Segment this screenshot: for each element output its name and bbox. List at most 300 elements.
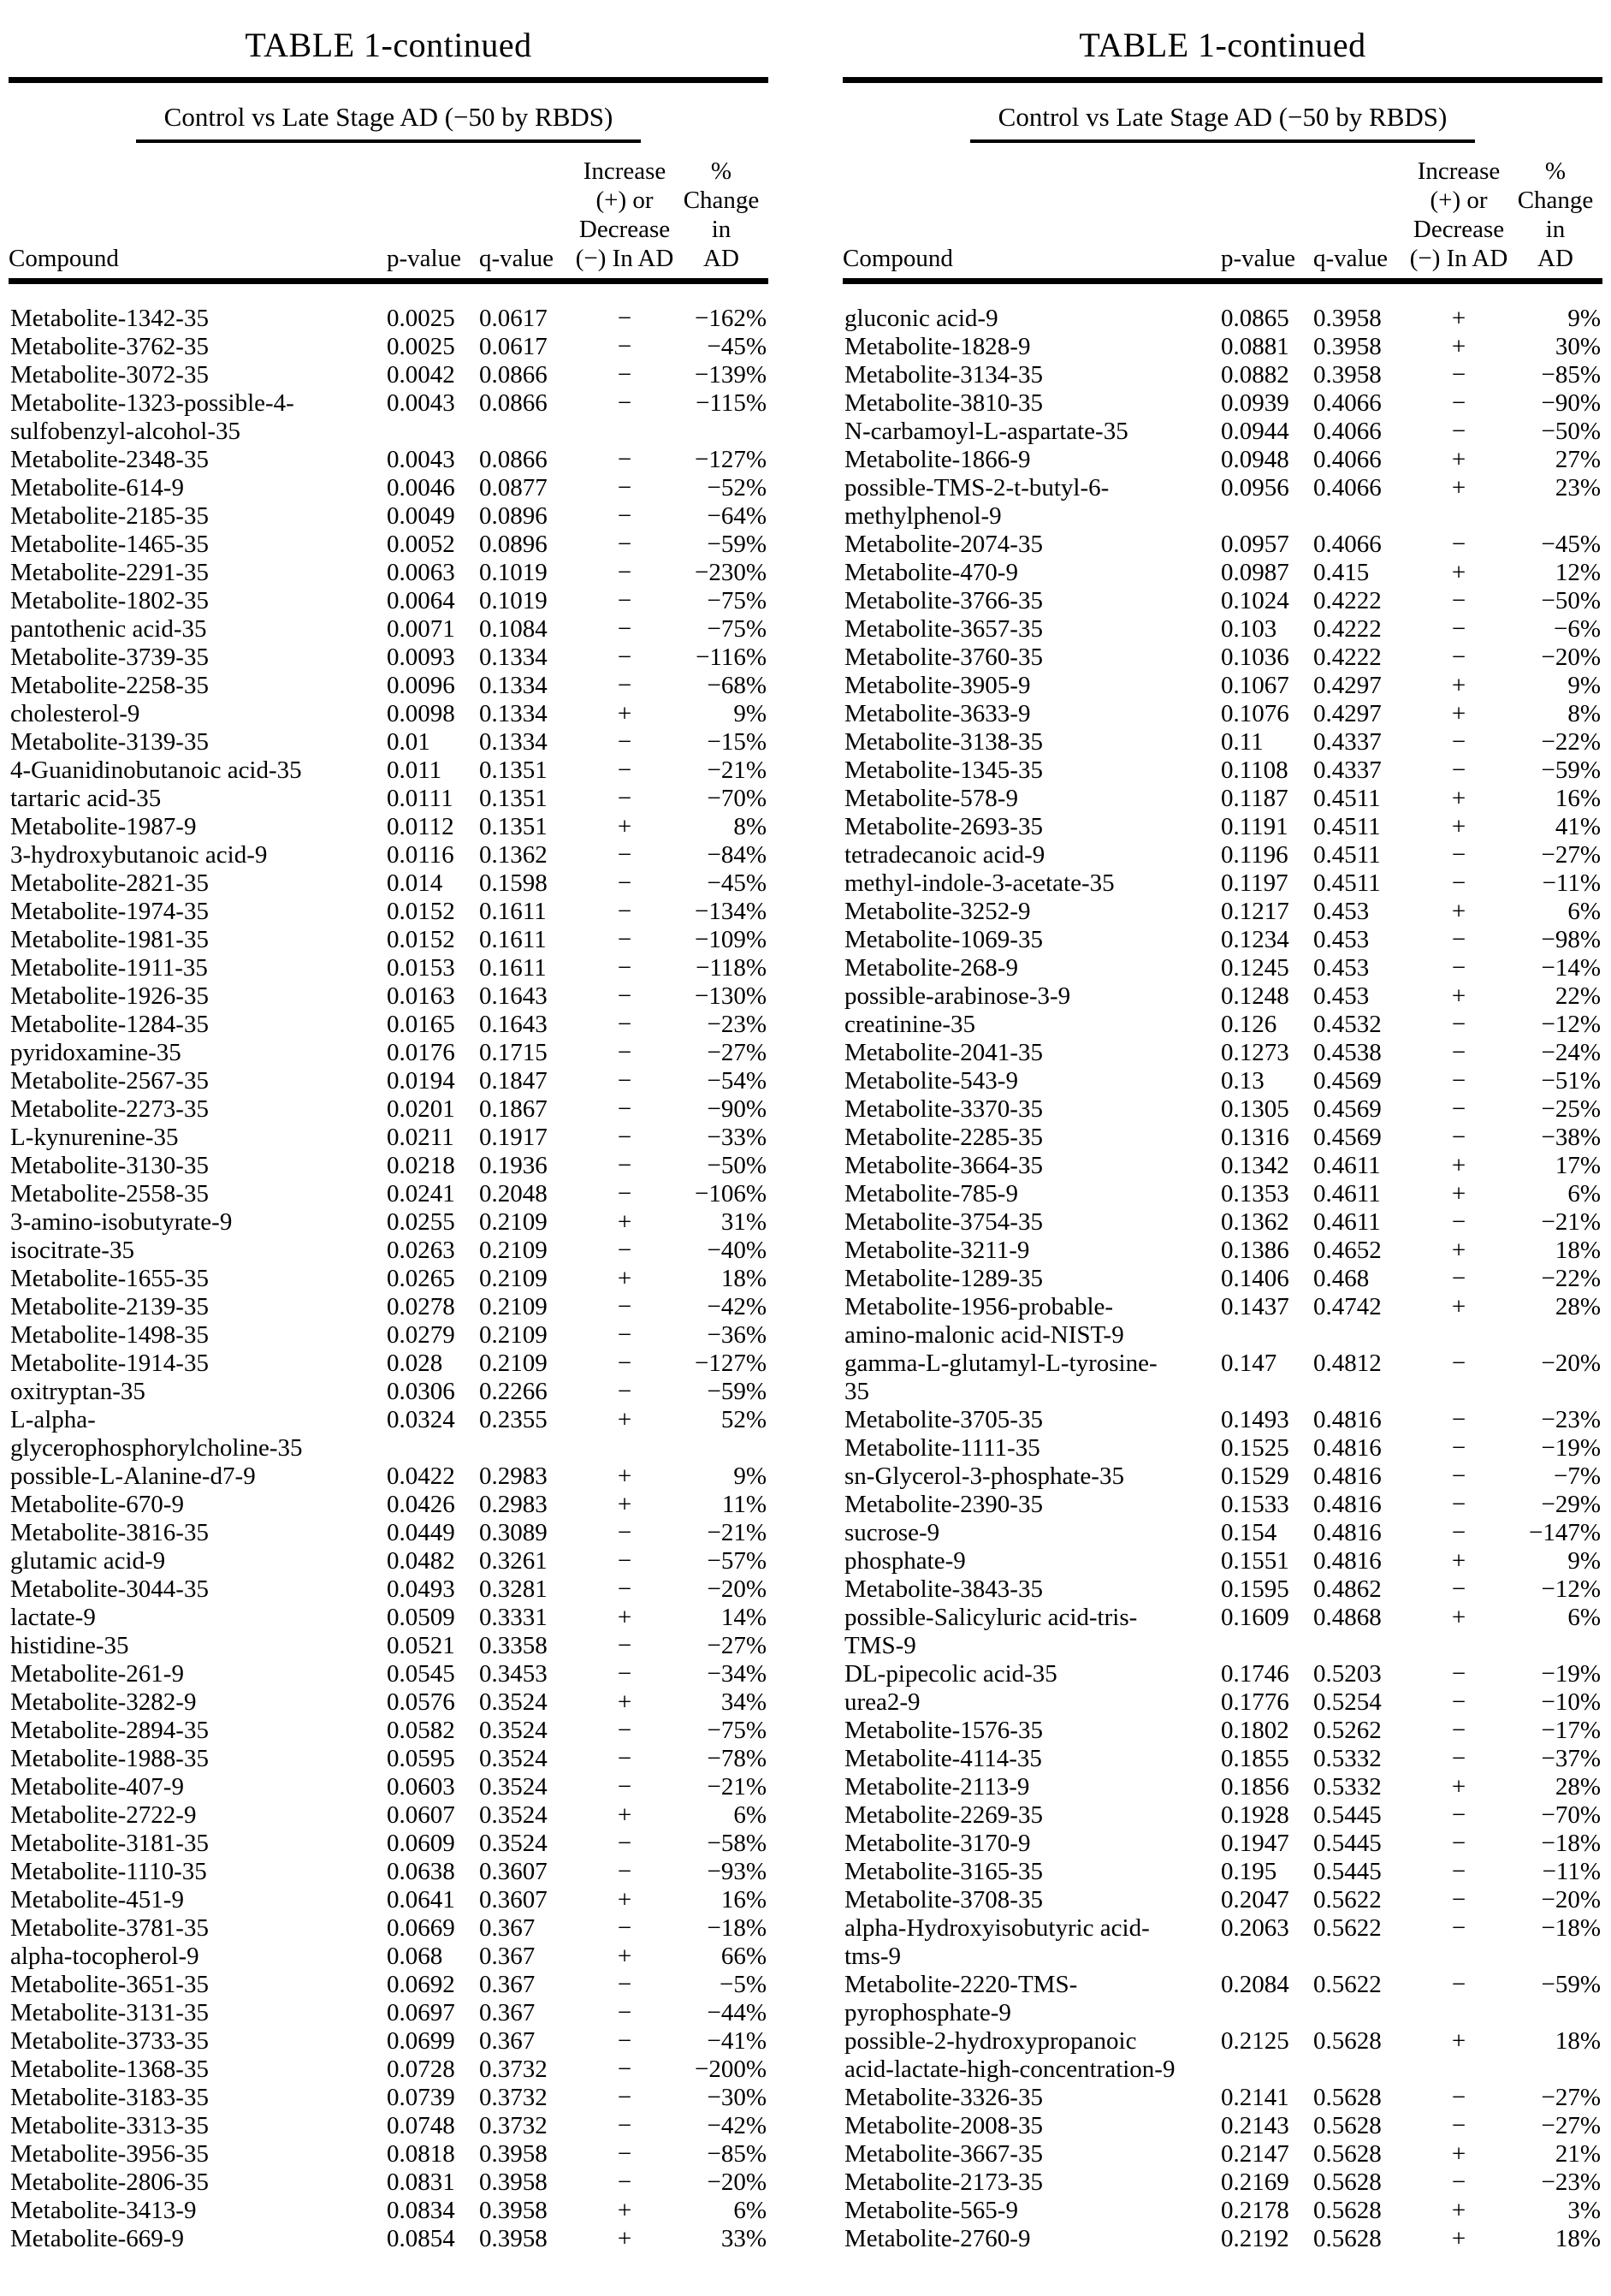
table-row bbox=[843, 1434, 1602, 1462]
pct-change-cell: 41% bbox=[1555, 813, 1601, 840]
table-row bbox=[843, 1265, 1602, 1293]
p-value-cell: 0.0064 bbox=[387, 587, 455, 614]
direction-cell: + bbox=[1451, 2140, 1466, 2168]
p-value-cell: 0.0882 bbox=[1221, 361, 1289, 389]
p-value-cell: 0.0152 bbox=[387, 898, 455, 925]
compound-cell: Metabolite-2273-35 bbox=[10, 1095, 209, 1123]
compound-cell: phosphate-9 bbox=[844, 1547, 966, 1575]
table-row bbox=[9, 2168, 768, 2197]
direction-cell: − bbox=[617, 869, 632, 897]
header-direction-line: Decrease bbox=[1413, 216, 1505, 243]
q-value-cell: 0.4816 bbox=[1313, 1491, 1382, 1518]
pct-change-cell: −127% bbox=[694, 446, 767, 473]
table-row bbox=[9, 1491, 768, 1519]
table-row bbox=[9, 361, 768, 389]
table-row bbox=[9, 1152, 768, 1180]
p-value-cell: 0.01 bbox=[387, 728, 430, 756]
header-pct-line: AD bbox=[1537, 245, 1573, 272]
compound-cell: gamma-L-glutamyl-L-tyrosine- 35 bbox=[844, 1350, 1158, 1405]
compound-cell: 3-amino-isobutyrate-9 bbox=[10, 1208, 233, 1236]
direction-cell: + bbox=[1451, 1180, 1466, 1207]
compound-cell: possible-arabinose-3-9 bbox=[844, 982, 1071, 1010]
table-row bbox=[843, 1660, 1602, 1688]
q-value-cell: 0.1334 bbox=[479, 700, 548, 727]
q-value-cell: 0.5445 bbox=[1313, 1830, 1382, 1857]
header-direction-line: (−) In AD bbox=[575, 245, 674, 272]
direction-cell: − bbox=[617, 644, 632, 671]
pct-change-cell: 23% bbox=[1555, 474, 1601, 501]
pct-change-cell: 6% bbox=[1567, 1604, 1601, 1631]
compound-cell: Metabolite-2074-35 bbox=[844, 531, 1043, 558]
direction-cell: − bbox=[617, 1067, 632, 1095]
compound-cell: Metabolite-2894-35 bbox=[10, 1717, 209, 1744]
pct-change-cell: −12% bbox=[1541, 1011, 1601, 1038]
pct-change-cell: −230% bbox=[694, 559, 767, 586]
compound-cell: Metabolite-3705-35 bbox=[844, 1406, 1043, 1433]
p-value-cell: 0.0881 bbox=[1221, 333, 1289, 360]
table-row bbox=[9, 1801, 768, 1830]
p-value-cell: 0.0699 bbox=[387, 2027, 455, 2055]
divider bbox=[843, 278, 1602, 284]
pct-change-cell: −162% bbox=[694, 305, 767, 332]
direction-cell: − bbox=[617, 1350, 632, 1377]
direction-cell: + bbox=[1451, 813, 1466, 840]
compound-cell: Metabolite-3072-35 bbox=[10, 361, 209, 389]
header-pct-line: AD bbox=[703, 245, 739, 272]
pct-change-cell: −23% bbox=[1541, 1406, 1601, 1433]
direction-cell: − bbox=[617, 926, 632, 953]
q-value-cell: 0.4816 bbox=[1313, 1462, 1382, 1490]
q-value-cell: 0.4611 bbox=[1313, 1180, 1381, 1207]
table-row bbox=[9, 1745, 768, 1773]
pct-change-cell: −75% bbox=[707, 615, 767, 643]
pct-change-cell: −20% bbox=[1541, 644, 1601, 671]
direction-cell: − bbox=[617, 1858, 632, 1885]
p-value-cell: 0.0025 bbox=[387, 305, 455, 332]
p-value-cell: 0.0603 bbox=[387, 1773, 455, 1801]
q-value-cell: 0.2109 bbox=[479, 1237, 548, 1264]
q-value-cell: 0.3958 bbox=[1313, 361, 1382, 389]
pct-change-cell: −20% bbox=[707, 1575, 767, 1603]
table-row bbox=[843, 1773, 1602, 1801]
table-row bbox=[9, 1293, 768, 1321]
direction-cell: − bbox=[1451, 954, 1466, 982]
p-value-cell: 0.1525 bbox=[1221, 1434, 1289, 1462]
p-value-cell: 0.1533 bbox=[1221, 1491, 1289, 1518]
q-value-cell: 0.3358 bbox=[479, 1632, 548, 1659]
table-row bbox=[9, 644, 768, 672]
direction-cell: − bbox=[617, 1011, 632, 1038]
direction-cell: − bbox=[617, 2084, 632, 2111]
compound-cell: Metabolite-3183-35 bbox=[10, 2084, 209, 2111]
p-value-cell: 0.0739 bbox=[387, 2084, 455, 2111]
compound-cell: DL-pipecolic acid-35 bbox=[844, 1660, 1057, 1688]
compound-cell: isocitrate-35 bbox=[10, 1237, 134, 1264]
direction-cell: − bbox=[617, 672, 632, 699]
p-value-cell: 0.1305 bbox=[1221, 1095, 1289, 1123]
compound-cell: Metabolite-3766-35 bbox=[844, 587, 1043, 614]
table-row bbox=[843, 531, 1602, 559]
p-value-cell: 0.0669 bbox=[387, 1914, 455, 1942]
compound-cell: Metabolite-2139-35 bbox=[10, 1293, 209, 1320]
direction-cell: + bbox=[617, 1462, 632, 1490]
p-value-cell: 0.0201 bbox=[387, 1095, 455, 1123]
direction-cell: + bbox=[1451, 2225, 1466, 2252]
table-row bbox=[843, 1124, 1602, 1152]
pct-change-cell: 33% bbox=[720, 2225, 767, 2252]
q-value-cell: 0.0617 bbox=[479, 333, 548, 360]
q-value-cell: 0.1334 bbox=[479, 644, 548, 671]
p-value-cell: 0.0692 bbox=[387, 1971, 455, 1998]
pct-change-cell: 12% bbox=[1555, 559, 1601, 586]
q-value-cell: 0.2048 bbox=[479, 1180, 548, 1207]
header-pct-line: % bbox=[1544, 157, 1567, 185]
p-value-cell: 0.13 bbox=[1221, 1067, 1265, 1095]
direction-cell: + bbox=[1451, 672, 1466, 699]
compound-cell: alpha-Hydroxyisobutyric acid- tms-9 bbox=[844, 1914, 1150, 1970]
compound-cell: Metabolite-261-9 bbox=[10, 1660, 184, 1688]
compound-cell: 3-hydroxybutanoic acid-9 bbox=[10, 841, 268, 869]
compound-cell: Metabolite-3733-35 bbox=[10, 2027, 209, 2055]
pct-change-cell: −42% bbox=[707, 2112, 767, 2139]
pct-change-cell: 16% bbox=[720, 1886, 767, 1913]
q-value-cell: 0.5445 bbox=[1313, 1858, 1382, 1885]
compound-cell: Metabolite-451-9 bbox=[10, 1886, 184, 1913]
pct-change-cell: 14% bbox=[720, 1604, 767, 1631]
pct-change-cell: −127% bbox=[694, 1350, 767, 1377]
compound-cell: possible-L-Alanine-d7-9 bbox=[10, 1462, 256, 1490]
direction-cell: − bbox=[617, 982, 632, 1010]
p-value-cell: 0.0025 bbox=[387, 333, 455, 360]
direction-cell: − bbox=[617, 474, 632, 501]
p-value-cell: 0.0697 bbox=[387, 1999, 455, 2026]
direction-cell: + bbox=[1451, 305, 1466, 332]
table-row bbox=[843, 1745, 1602, 1773]
p-value-cell: 0.1406 bbox=[1221, 1265, 1289, 1292]
direction-cell: − bbox=[617, 1914, 632, 1942]
compound-cell: Metabolite-1987-9 bbox=[10, 813, 197, 840]
table-row bbox=[9, 2027, 768, 2056]
direction-cell: − bbox=[617, 1180, 632, 1207]
pct-change-cell: −20% bbox=[1541, 1350, 1601, 1377]
table-row bbox=[9, 502, 768, 531]
pct-change-cell: −21% bbox=[707, 1519, 767, 1546]
q-value-cell: 0.4868 bbox=[1313, 1604, 1382, 1631]
direction-cell: + bbox=[617, 2197, 632, 2224]
q-value-cell: 0.5332 bbox=[1313, 1745, 1382, 1772]
direction-cell: − bbox=[617, 2027, 632, 2055]
q-value-cell: 0.4532 bbox=[1313, 1011, 1382, 1038]
direction-cell: − bbox=[617, 1152, 632, 1179]
table-row bbox=[9, 531, 768, 559]
pct-change-cell: −116% bbox=[696, 644, 767, 671]
p-value-cell: 0.126 bbox=[1221, 1011, 1277, 1038]
p-value-cell: 0.2084 bbox=[1221, 1971, 1289, 1998]
table-row bbox=[9, 333, 768, 361]
p-value-cell: 0.0545 bbox=[387, 1660, 455, 1688]
pct-change-cell: −14% bbox=[1541, 954, 1601, 982]
q-value-cell: 0.5628 bbox=[1313, 2112, 1382, 2139]
table-row bbox=[843, 2168, 1602, 2197]
direction-cell: + bbox=[617, 2225, 632, 2252]
table-row bbox=[843, 1971, 1602, 2027]
table-subtitle: Control vs Late Stage AD (−50 by RBDS) bbox=[163, 102, 613, 132]
table-row bbox=[843, 785, 1602, 813]
table-row bbox=[9, 1971, 768, 1999]
q-value-cell: 0.5622 bbox=[1313, 1914, 1382, 1942]
p-value-cell: 0.1248 bbox=[1221, 982, 1289, 1010]
table-row bbox=[9, 1519, 768, 1547]
table-row bbox=[9, 728, 768, 756]
table-row bbox=[9, 1095, 768, 1124]
table-row bbox=[9, 1321, 768, 1350]
p-value-cell: 0.1245 bbox=[1221, 954, 1289, 982]
direction-cell: − bbox=[617, 1039, 632, 1066]
table-row bbox=[9, 2140, 768, 2168]
compound-cell: Metabolite-1069-35 bbox=[844, 926, 1043, 953]
table-title: TABLE 1-continued bbox=[1079, 26, 1366, 64]
compound-cell: Metabolite-3739-35 bbox=[10, 644, 209, 671]
compound-cell: Metabolite-2285-35 bbox=[844, 1124, 1043, 1151]
p-value-cell: 0.0279 bbox=[387, 1321, 455, 1349]
direction-cell: + bbox=[1451, 1237, 1466, 1264]
table-row bbox=[9, 1237, 768, 1265]
p-value-cell: 0.11 bbox=[1221, 728, 1264, 756]
pct-change-cell: −68% bbox=[707, 672, 767, 699]
direction-cell: + bbox=[617, 1886, 632, 1913]
direction-cell: − bbox=[617, 1547, 632, 1575]
compound-cell: Metabolite-1111-35 bbox=[844, 1434, 1040, 1462]
table-row bbox=[843, 1604, 1602, 1660]
direction-cell: − bbox=[1451, 1830, 1466, 1857]
pct-change-cell: −27% bbox=[707, 1039, 767, 1066]
compound-cell: Metabolite-1956-probable- amino-malonic acid-NIST-9 bbox=[844, 1293, 1124, 1349]
pct-change-cell: −51% bbox=[1541, 1067, 1601, 1095]
table-row bbox=[843, 615, 1602, 644]
pct-change-cell: 11% bbox=[721, 1491, 767, 1518]
compound-cell: Metabolite-3138-35 bbox=[844, 728, 1043, 756]
pct-change-cell: 8% bbox=[733, 813, 767, 840]
pct-change-cell: −18% bbox=[707, 1914, 767, 1942]
q-value-cell: 0.5628 bbox=[1313, 2197, 1382, 2224]
p-value-cell: 0.0278 bbox=[387, 1293, 455, 1320]
pct-change-cell: −58% bbox=[707, 1830, 767, 1857]
compound-cell: possible-TMS-2-t-butyl-6- methylphenol-9 bbox=[844, 474, 1110, 530]
q-value-cell: 0.453 bbox=[1313, 926, 1370, 953]
pct-change-cell: −70% bbox=[1541, 1801, 1601, 1829]
pct-change-cell: −78% bbox=[707, 1745, 767, 1772]
pct-change-cell: −22% bbox=[1541, 1265, 1601, 1292]
pct-change-cell: 16% bbox=[1555, 785, 1601, 812]
pct-change-cell: −44% bbox=[707, 1999, 767, 2026]
q-value-cell: 0.3958 bbox=[479, 2225, 548, 2252]
pct-change-cell: 18% bbox=[720, 1265, 767, 1292]
pct-change-cell: 27% bbox=[1555, 446, 1601, 473]
pct-change-cell: −18% bbox=[1541, 1830, 1601, 1857]
table-row bbox=[843, 1519, 1602, 1547]
q-value-cell: 0.1867 bbox=[479, 1095, 548, 1123]
p-value-cell: 0.0218 bbox=[387, 1152, 455, 1179]
pct-change-cell: −21% bbox=[707, 1773, 767, 1801]
q-value-cell: 0.4538 bbox=[1313, 1039, 1382, 1066]
q-value-cell: 0.3281 bbox=[479, 1575, 548, 1603]
pct-change-cell: −106% bbox=[694, 1180, 767, 1207]
pct-change-cell: −30% bbox=[707, 2084, 767, 2111]
header-pct-line: in bbox=[711, 216, 731, 243]
q-value-cell: 0.3958 bbox=[1313, 333, 1382, 360]
q-value-cell: 0.0896 bbox=[479, 502, 548, 530]
q-value-cell: 0.4066 bbox=[1313, 446, 1382, 473]
p-value-cell: 0.1437 bbox=[1221, 1293, 1289, 1320]
direction-cell: − bbox=[617, 333, 632, 360]
compound-cell: oxitryptan-35 bbox=[10, 1378, 145, 1405]
pct-change-cell: −18% bbox=[1541, 1914, 1601, 1942]
header-pct-line: Change bbox=[683, 187, 760, 214]
table-row bbox=[843, 700, 1602, 728]
q-value-cell: 0.4337 bbox=[1313, 756, 1382, 784]
compound-cell: Metabolite-1988-35 bbox=[10, 1745, 209, 1772]
p-value-cell: 0.1217 bbox=[1221, 898, 1289, 925]
direction-cell: − bbox=[617, 389, 632, 417]
pct-change-cell: −22% bbox=[1541, 728, 1601, 756]
pct-change-cell: −10% bbox=[1541, 1688, 1601, 1716]
p-value-cell: 0.0422 bbox=[387, 1462, 455, 1490]
direction-cell: − bbox=[617, 1971, 632, 1998]
q-value-cell: 0.453 bbox=[1313, 954, 1370, 982]
compound-cell: Metabolite-3413-9 bbox=[10, 2197, 197, 2224]
compound-cell: Metabolite-470-9 bbox=[844, 559, 1018, 586]
table-title: TABLE 1-continued bbox=[245, 26, 532, 64]
pct-change-cell: −27% bbox=[707, 1632, 767, 1659]
q-value-cell: 0.0617 bbox=[479, 305, 548, 332]
header-direction-line: Decrease bbox=[578, 216, 671, 243]
pct-change-cell: 52% bbox=[720, 1406, 767, 1433]
direction-cell: + bbox=[617, 1604, 632, 1631]
compound-cell: Metabolite-3762-35 bbox=[10, 333, 209, 360]
direction-cell: − bbox=[1451, 1095, 1466, 1123]
table-row bbox=[843, 1180, 1602, 1208]
header-q-value: q-value bbox=[479, 245, 554, 272]
table-row bbox=[843, 333, 1602, 361]
p-value-cell: 0.2147 bbox=[1221, 2140, 1289, 2168]
q-value-cell: 0.4222 bbox=[1313, 615, 1382, 643]
header-direction-line: Increase bbox=[1417, 157, 1501, 185]
direction-cell: − bbox=[1451, 1350, 1466, 1377]
compound-cell: Metabolite-1911-35 bbox=[10, 954, 208, 982]
q-value-cell: 0.3732 bbox=[479, 2056, 548, 2083]
pct-change-cell: 6% bbox=[733, 1801, 767, 1829]
direction-cell: + bbox=[1451, 1547, 1466, 1575]
table-row bbox=[843, 1152, 1602, 1180]
p-value-cell: 0.0063 bbox=[387, 559, 455, 586]
pct-change-cell: −84% bbox=[707, 841, 767, 869]
compound-cell: Metabolite-1926-35 bbox=[10, 982, 209, 1010]
p-value-cell: 0.0509 bbox=[387, 1604, 455, 1631]
p-value-cell: 0.0638 bbox=[387, 1858, 455, 1885]
direction-cell: + bbox=[1451, 2027, 1466, 2055]
header-pct-line: in bbox=[1545, 216, 1566, 243]
pct-change-cell: −20% bbox=[707, 2168, 767, 2196]
pct-change-cell: −45% bbox=[1541, 531, 1601, 558]
table-row bbox=[9, 869, 768, 898]
p-value-cell: 0.0052 bbox=[387, 531, 455, 558]
header-compound: Compound bbox=[9, 245, 119, 272]
pct-change-cell: −12% bbox=[1541, 1575, 1601, 1603]
compound-cell: 4-Guanidinobutanoic acid-35 bbox=[10, 756, 302, 784]
direction-cell: − bbox=[617, 1124, 632, 1151]
p-value-cell: 0.0449 bbox=[387, 1519, 455, 1546]
p-value-cell: 0.0595 bbox=[387, 1745, 455, 1772]
p-value-cell: 0.1067 bbox=[1221, 672, 1289, 699]
table-row bbox=[9, 305, 768, 333]
divider bbox=[970, 139, 1475, 143]
direction-cell: − bbox=[1451, 418, 1466, 445]
direction-cell: − bbox=[1451, 1688, 1466, 1716]
pct-change-cell: −75% bbox=[707, 1717, 767, 1744]
pct-change-cell: −93% bbox=[707, 1858, 767, 1885]
direction-cell: − bbox=[617, 954, 632, 982]
compound-cell: Metabolite-1655-35 bbox=[10, 1265, 209, 1292]
header-compound: Compound bbox=[843, 245, 953, 272]
compound-cell: Metabolite-2722-9 bbox=[10, 1801, 197, 1829]
pct-change-cell: −90% bbox=[1541, 389, 1601, 417]
q-value-cell: 0.4816 bbox=[1313, 1406, 1382, 1433]
p-value-cell: 0.0576 bbox=[387, 1688, 455, 1716]
p-value-cell: 0.1342 bbox=[1221, 1152, 1289, 1179]
compound-cell: Metabolite-3134-35 bbox=[844, 361, 1043, 389]
p-value-cell: 0.0176 bbox=[387, 1039, 455, 1066]
compound-cell: Metabolite-785-9 bbox=[844, 1180, 1018, 1207]
q-value-cell: 0.4742 bbox=[1313, 1293, 1382, 1320]
compound-cell: creatinine-35 bbox=[844, 1011, 975, 1038]
q-value-cell: 0.468 bbox=[1313, 1265, 1370, 1292]
table-rows bbox=[9, 305, 768, 2253]
p-value-cell: 0.0748 bbox=[387, 2112, 455, 2139]
pct-change-cell: −64% bbox=[707, 502, 767, 530]
pct-change-cell: −118% bbox=[696, 954, 767, 982]
compound-cell: tartaric acid-35 bbox=[10, 785, 162, 812]
compound-cell: alpha-tocopherol-9 bbox=[10, 1943, 199, 1970]
q-value-cell: 0.4066 bbox=[1313, 531, 1382, 558]
compound-cell: possible-2-hydroxypropanoic acid-lactate-high-concentration-9 bbox=[844, 2027, 1176, 2083]
p-value-cell: 0.1196 bbox=[1221, 841, 1288, 869]
p-value-cell: 0.1191 bbox=[1221, 813, 1288, 840]
p-value-cell: 0.0834 bbox=[387, 2197, 455, 2224]
p-value-cell: 0.0818 bbox=[387, 2140, 455, 2168]
compound-cell: tetradecanoic acid-9 bbox=[844, 841, 1045, 869]
q-value-cell: 0.1643 bbox=[479, 1011, 548, 1038]
pct-change-cell: −50% bbox=[1541, 418, 1601, 445]
p-value-cell: 0.2063 bbox=[1221, 1914, 1289, 1942]
pct-change-cell: −98% bbox=[1541, 926, 1601, 953]
p-value-cell: 0.1362 bbox=[1221, 1208, 1289, 1236]
p-value-cell: 0.1316 bbox=[1221, 1124, 1289, 1151]
pct-change-cell: −37% bbox=[1541, 1745, 1601, 1772]
pct-change-cell: 8% bbox=[1567, 700, 1601, 727]
compound-cell: pyridoxamine-35 bbox=[10, 1039, 181, 1066]
pct-change-cell: 31% bbox=[720, 1208, 767, 1236]
p-value-cell: 0.0098 bbox=[387, 700, 455, 727]
header-direction-line: (−) In AD bbox=[1409, 245, 1508, 272]
p-value-cell: 0.1353 bbox=[1221, 1180, 1289, 1207]
header-direction-line: (+) or bbox=[595, 187, 654, 214]
pct-change-cell: −41% bbox=[707, 2027, 767, 2055]
pct-change-cell: 18% bbox=[1555, 2027, 1601, 2055]
q-value-cell: 0.3524 bbox=[479, 1773, 548, 1801]
direction-cell: − bbox=[1451, 1039, 1466, 1066]
q-value-cell: 0.1084 bbox=[479, 615, 548, 643]
direction-cell: − bbox=[1451, 1660, 1466, 1688]
